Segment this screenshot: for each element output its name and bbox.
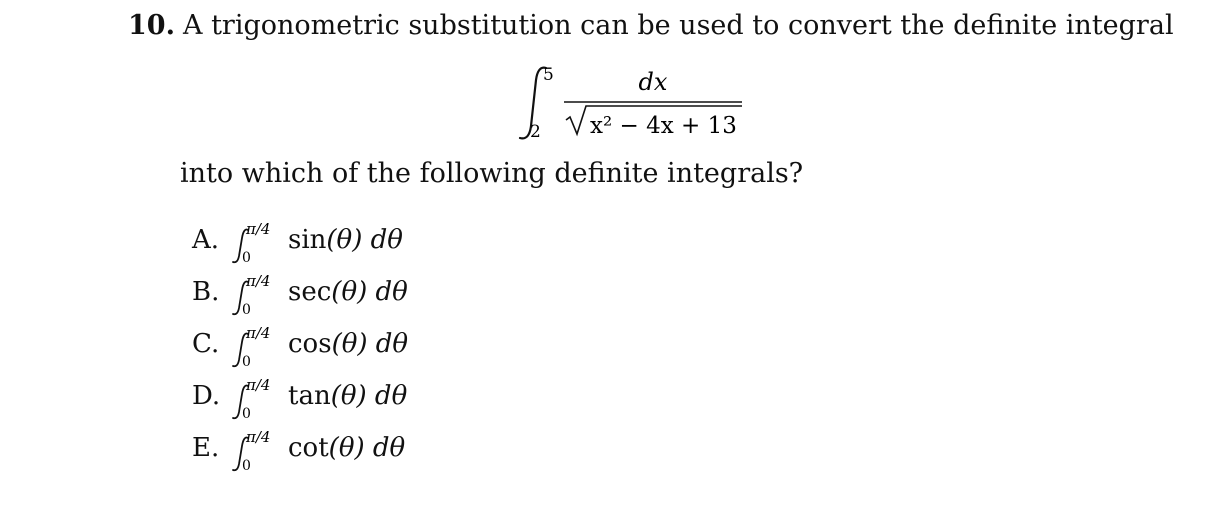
choice-argument: (θ) bbox=[331, 277, 368, 307]
question-line bbox=[128, 8, 1174, 44]
choice-argument: (θ) bbox=[331, 329, 368, 359]
definite-integral-svg bbox=[510, 60, 760, 150]
choice-integral-sign bbox=[230, 426, 290, 472]
choice-integral-sign bbox=[230, 374, 290, 420]
choice-expression bbox=[288, 430, 405, 466]
choice-lower-limit: 0 bbox=[242, 302, 251, 316]
choice-differential: dθ bbox=[370, 225, 403, 255]
question-text: A trigonometric substitution can be used to convert the definite integral bbox=[182, 10, 1174, 41]
choice-lower-limit: 0 bbox=[242, 458, 251, 472]
choice-argument: (θ) bbox=[326, 225, 363, 255]
choice-upper-limit: π/4 bbox=[246, 272, 271, 290]
choice-upper-limit: π/4 bbox=[246, 376, 271, 394]
choice-function: sec bbox=[288, 277, 332, 307]
choice-letter: E. bbox=[192, 433, 220, 463]
question-number: 10. bbox=[128, 10, 175, 41]
choice-expression bbox=[288, 378, 407, 414]
radicand: x² − 4x + 13 bbox=[590, 113, 737, 139]
choice-expression bbox=[288, 326, 408, 362]
choice-differential: dθ bbox=[372, 433, 406, 463]
choice-differential: dθ bbox=[374, 381, 408, 411]
choice-integral-sign bbox=[230, 218, 290, 264]
follow-up-text: into which of the following definite integrals? bbox=[180, 158, 804, 189]
choice-function: cos bbox=[288, 329, 332, 359]
choice-lower-limit: 0 bbox=[242, 250, 251, 264]
choice-letter: A. bbox=[192, 225, 220, 255]
choice-argument: (θ) bbox=[330, 381, 367, 411]
choice-integral-sign bbox=[230, 270, 290, 316]
choice-integral-sign bbox=[230, 322, 290, 368]
choice-function: tan bbox=[288, 381, 331, 411]
choice-function: cot bbox=[288, 433, 329, 463]
integral-numerator: dx bbox=[638, 68, 668, 96]
integral-lower-limit: 2 bbox=[530, 122, 541, 142]
choice-expression bbox=[288, 274, 408, 310]
integral-upper-limit: 5 bbox=[543, 65, 554, 85]
choice-lower-limit: 0 bbox=[242, 354, 251, 368]
choice-lower-limit: 0 bbox=[242, 406, 251, 420]
choice-expression bbox=[288, 222, 403, 258]
choice-upper-limit: π/4 bbox=[246, 220, 271, 238]
choice-letter: C. bbox=[192, 329, 220, 359]
choice-argument: (θ) bbox=[328, 433, 365, 463]
definite-integral bbox=[510, 60, 760, 150]
choice-upper-limit: π/4 bbox=[246, 324, 271, 342]
choice-differential: dθ bbox=[375, 277, 408, 307]
choice-upper-limit: π/4 bbox=[246, 428, 271, 446]
choice-letter: B. bbox=[192, 277, 220, 307]
choice-differential: dθ bbox=[375, 329, 409, 359]
choice-letter: D. bbox=[192, 381, 221, 411]
choice-function: sin bbox=[288, 225, 327, 255]
